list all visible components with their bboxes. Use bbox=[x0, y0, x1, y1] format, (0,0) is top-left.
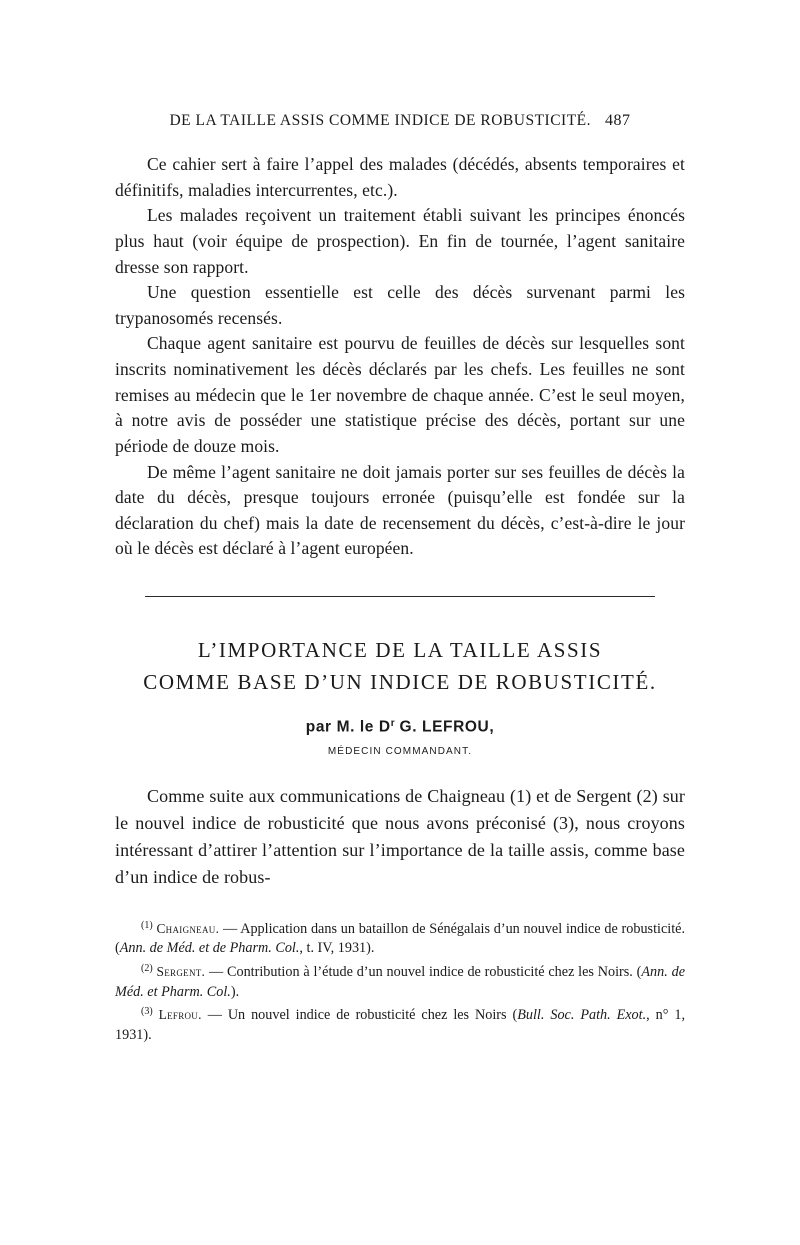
footnote-author: Lefrou. bbox=[158, 1007, 202, 1023]
footnote-tail: , t. IV, 1931). bbox=[299, 940, 375, 957]
footnote-source: Ann. de Méd. et de Pharm. Col. bbox=[119, 940, 300, 957]
paragraph: De même l’agent sanitaire ne doit jamais porter sur ses feuilles de décès la date du décès, presque toujours erronée (puisqu’elle est fondée sur la déclaration du chef) mais la date de recensement du décès, c’est-à-dire le jour où le décès est déclaré à l’agent européen. bbox=[115, 461, 685, 559]
footnote-1 bbox=[115, 919, 685, 959]
article-title-line-1: L’IMPORTANCE DE LA TAILLE ASSIS bbox=[197, 638, 603, 662]
footnote-text: — Application dans un bataillon de Sénégalais d’un nouvel indice de robusticité. ( bbox=[115, 920, 685, 957]
footnote-source: Bull. Soc. Path. Exot. bbox=[517, 1007, 647, 1024]
paragraph: Ce cahier sert à faire l’appel des malades (décédés, absents temporaires et définitifs, maladies intercurrentes, etc.). bbox=[115, 154, 685, 200]
byline-author-name: G. LEFROU, bbox=[394, 718, 495, 736]
paragraph: Une question essentielle est celle des décès survenant parmi les trypanosomés recensés. bbox=[115, 282, 685, 328]
article-title bbox=[115, 635, 685, 698]
footnote-text: — Contribution à l’étude d’un nouvel indice de robusticité chez les Noirs. ( bbox=[205, 963, 642, 980]
footnote-2 bbox=[115, 962, 685, 1002]
running-head-title: DE LA TAILLE ASSIS COMME INDICE DE ROBUSTICITÉ. bbox=[169, 112, 592, 129]
article-title-line-2: COMME BASE D’UN INDICE DE ROBUSTICITÉ. bbox=[143, 669, 657, 694]
footnote-text: — Un nouvel indice de robusticité chez les Noirs ( bbox=[201, 1007, 518, 1024]
article-byline bbox=[115, 718, 685, 737]
footnotes bbox=[115, 919, 685, 1046]
paragraph: Chaque agent sanitaire est pourvu de feuilles de décès sur lesquelles sont inscrits nominativement les décès déclarés par les chefs. Les feuilles ne sont remises au médecin que le 1er novembre de chaque année. C’est le seul moyen, à notre avis de posséder une statistique précise des décès, portant sur une période de douze mois. bbox=[115, 333, 685, 456]
footnote-marker: (2) bbox=[141, 962, 153, 974]
footnote-source: Ann. de Méd. et Pharm. Col. bbox=[115, 963, 686, 1000]
running-head bbox=[115, 112, 685, 130]
footnote-3 bbox=[115, 1005, 685, 1045]
section-divider bbox=[145, 596, 655, 597]
byline-prefix: par M. le D bbox=[305, 718, 391, 736]
paragraph: Comme suite aux communications de Chaigneau (1) et de Sergent (2) sur le nouvel indice de robusticité que nous avons préconisé (3), nous croyons intéressant d’attirer l’attention sur l’importance de la taille assis, comme base d’un indice de robus- bbox=[115, 785, 685, 887]
footnote-author: Sergent. bbox=[156, 963, 206, 979]
byline-superscript: r bbox=[390, 718, 395, 729]
footnote-author: Chaigneau. bbox=[156, 920, 220, 936]
article-lead bbox=[115, 783, 685, 891]
body-text bbox=[115, 152, 685, 562]
footnote-marker: (3) bbox=[141, 1006, 153, 1018]
page-number: 487 bbox=[605, 112, 631, 129]
footnote-tail: ). bbox=[230, 983, 240, 1000]
footnote-tail: , n° 1, 1931). bbox=[115, 1007, 685, 1044]
byline-subtitle: MÉDECIN COMMANDANT. bbox=[327, 745, 473, 757]
paragraph: Les malades reçoivent un traitement établi suivant les principes énoncés plus haut (voir équipe de prospection). En fin de tournée, l’agent sanitaire dresse son rapport. bbox=[115, 205, 685, 277]
footnote-marker: (1) bbox=[141, 919, 153, 931]
